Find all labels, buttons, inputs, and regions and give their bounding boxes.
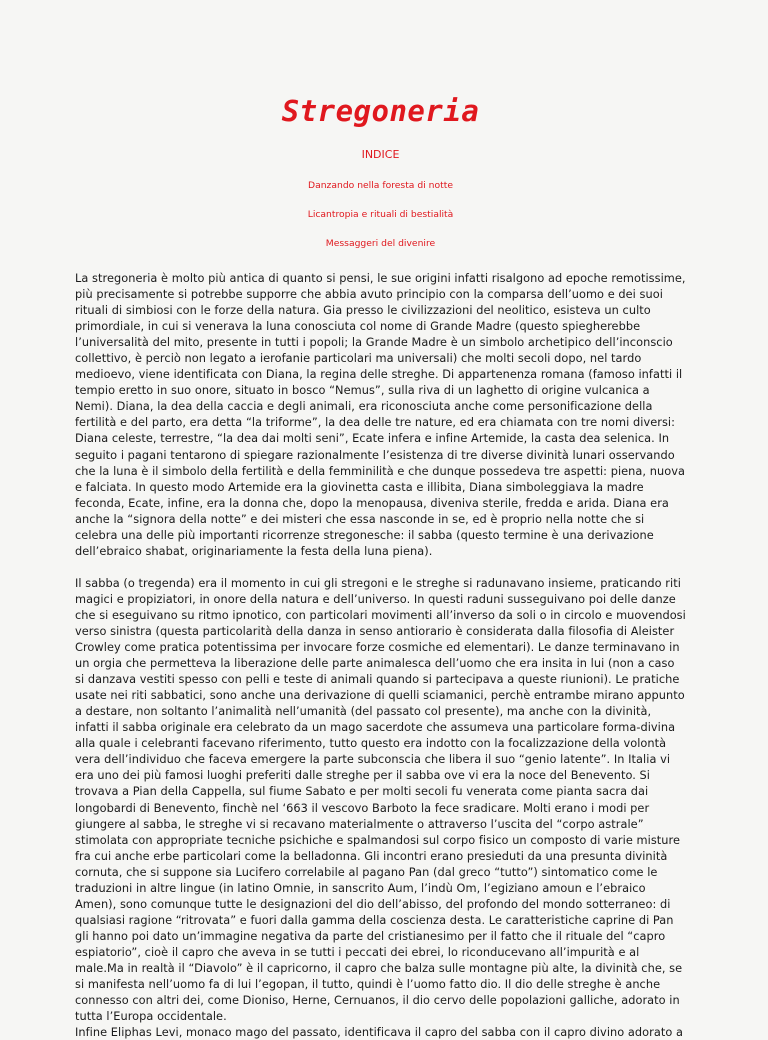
- toc-link-messaggeri[interactable]: Messaggeri del divenire: [325, 238, 436, 249]
- document-title: Stregoneria: [281, 94, 480, 128]
- toc-link-danzando[interactable]: Danzando nella foresta di notte: [308, 180, 453, 191]
- paragraph-eliphas-levi: Infine Eliphas Levi, monaco mago del passato, identificava il capro del sabba con il capro divino adorato a: [75, 1025, 684, 1040]
- paragraph-sabba: Il sabba (o tregenda) era il momento in cui gli stregoni e le streghe si radunavano insieme, praticando riti magici e propiziatori, in onore della natura e dell’universo. In questi raduni susseguivano poi delle danze che si eseguivano su ritmo ipnotico, con particolari movimenti all’inverso da soli o in circolo e muovendosi verso sinistra (questa particolarità della danza in senso antiorario è considerata dalla filosofia di Aleister Crowley come pratica potentissima per invocare forze cosmiche ed elementari). Le danze terminavano in un orgia che permetteva la liberazione delle parte animalesca dell’uomo che era insita in lui (non a caso si danzava vestiti spesso con pelli e teste di animali quando si partecipava a queste riunioni). Le pratiche usate nei riti sabbatici, sono anche una derivazione di quelli sciamanici, perchè entrambe mirano appunto a destare, non soltanto l’animalità nell’umanità (del passato col presente), ma anche con la divinità, infatti il sabba originale era celebrato da un mago sacerdote che assumeva una particolare forma-divina alla quale i celebranti facevano riferimento, tutto questo era indotto con la focalizzazione della volontà vera dell’individuo che faceva emergere la parte subconscia che libera il suo “genio latente”. In Italia vi era uno dei più famosi luoghi preferiti dalle streghe per il sabba ove vi era la noce del Benevento. Si trovava a Pian della Cappella, sul fiume Sabato e per molti secoli fu venerata come pianta sacra dai longobardi di Benevento, finchè nel ‘663 il vescovo Barboto la fece sradicare. Molti erano i modi per giungere al sabba, le streghe vi si recavano materialmente o attraverso l’uscita del “corpo astrale” stimolata con appropriate tecniche psichiche e spalmandosi sul corpo fisico un composto di varie misture fra cui anche erbe particolari come la belladonna. Gli incontri erano presieduti da una presunta divinità cornuta, che si suppone sia Lucifero correlabile al pagano Pan (dal greco “tutto”) sintomatico come le traduzioni in altre lingue (in latino Omnie, in sanscrito Aum, l’indù Om, l’egiziano amoun e l’ebraico Amen), sono comunque tutte le designazioni del dio dell’abisso, del profondo del mondo sotterraneo: di qualsiasi ragione “ritrovata” e fuori dalla gamma della coscienza desta. Le caratteristiche caprine di Pan gli hanno poi dato un’immagine negativa da parte del cristianesimo per il fatto che il rituale del “capro espiatorio”, cioè il capro che aveva in se tutti i peccati dei ebrei, lo riconducevano all’impurità e al male.Ma in realtà il “Diavolo” è il capricorno, il capro che balza sulle montagne più alte, la divinità che, se si manifesta nell’uomo fa di lui l’egopan, il tutto, quindi è l’uomo fatto dio. Il dio delle streghe è anche connesso con altri dei, come Dioniso, Herne, Cernuanos, il dio cervo delle popolazioni galliche, adorato in tutta l’Europa occidentale.: [75, 575, 686, 1024]
- toc-link-licantropia[interactable]: Licantropia e rituali di bestialità: [307, 209, 454, 220]
- paragraph-origins: La stregoneria è molto più antica di quanto si pensi, le sue origini infatti risalgono ad epoche remotissime, più precisamente si potrebbe supporre che abbia avuto principio con la comparsa dell’uomo e dei suoi rituali di simbiosi con le forze della natura. Gia presso le civilizzazioni del neolitico, esisteva un culto primordiale, in cui si venerava la luna conosciuta col nome di Grande Madre (questo spiegherebbe l’universalità del mito, presente in tutti i popoli; la Grande Madre è un simbolo archetipico dell’inconscio collettivo, è perciò non legato a ierofanie particolari ma universali) che molti secoli dopo, nel tardo medioevo, viene identificata con Diana, la regina delle streghe. Di appartenenza romana (famoso infatti il tempio eretto in suo onore, situato in bosco “Nemus”, sulla riva di un laghetto di origine vulcanica a Nemi). Diana, la dea della caccia e degli animali, era riconosciuta anche come personificazione della fertilità e del parto, era detta “la triforme”, la dea delle tre nature, ed era chiamata con tre nomi diversi: Diana celeste, terrestre, “la dea dai molti seni”, Ecate infera e infine Artemide, la casta dea selenica. In seguito i pagani tentarono di spiegare razionalmente l’esistenza di tre diverse divinità lunari osservando che la luna è il simbolo della fertilità e della femminilità e che dunque possedeva tre aspetti: piena, nuova e falciata. In questo modo Artemide era la giovinetta casta e illibita, Diana simboleggiava la madre feconda, Ecate, infine, era la donna che, dopo la menopausa, diveniva sterile, fredda e arida. Diana era anche la “signora della notte” e dei misteri che essa nasconde in se, ed è proprio nella notte che si celebra una delle più importanti ricorrenze stregonesche: il sabba (questo termine è una derivazione dell’ebraico shabat, originariamente la festa della luna piena).: [75, 271, 686, 558]
- index-heading: INDICE: [361, 148, 400, 161]
- table-of-contents: [75, 180, 686, 250]
- body-text: [75, 270, 686, 1040]
